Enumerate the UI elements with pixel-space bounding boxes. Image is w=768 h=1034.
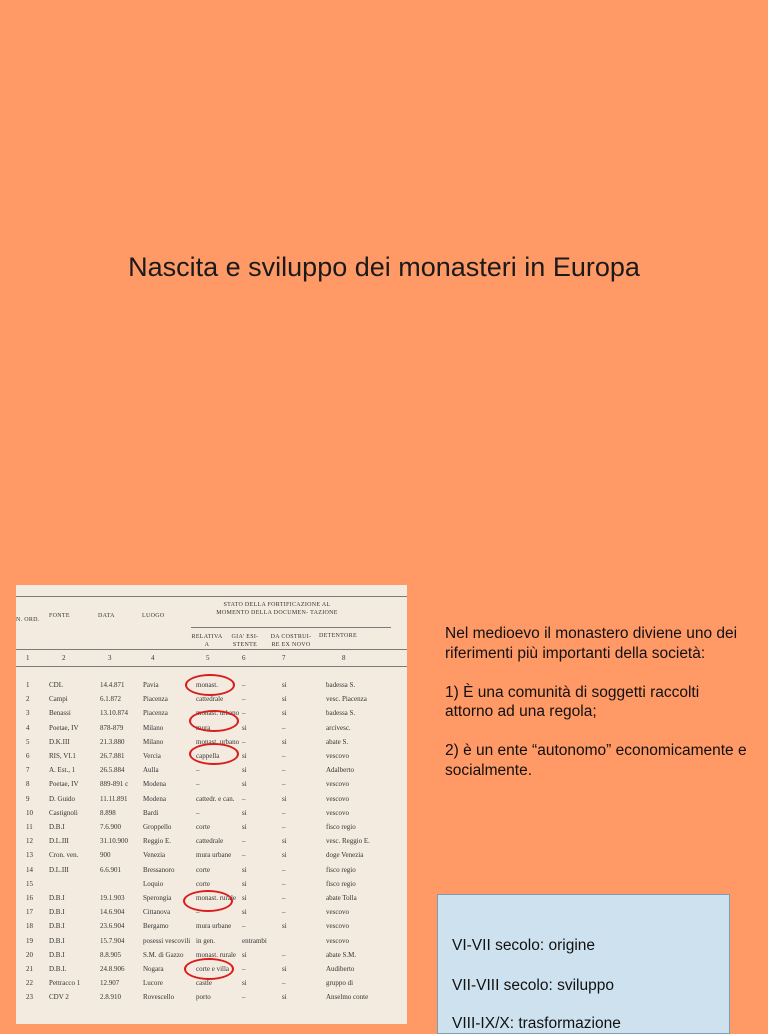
- row-data: 14.4.871: [100, 681, 125, 689]
- row-number: 18: [26, 922, 33, 931]
- row-relativa: corte: [196, 879, 210, 888]
- row-data: 31.10.900: [100, 837, 128, 846]
- row-relativa: corte: [196, 823, 210, 831]
- row-detentore: abate S.M.: [326, 950, 357, 959]
- row-data: 8.8.905: [100, 950, 121, 959]
- row-gia-esistente: –: [242, 837, 246, 846]
- row-fonte: D.B.I: [49, 908, 65, 917]
- row-da-costruire: si: [282, 709, 287, 718]
- row-fonte: RIS, VI.1: [49, 752, 76, 760]
- phase-line: VI-VII secolo: origine: [452, 937, 596, 954]
- row-relativa: mura urbane: [196, 922, 232, 931]
- row-da-costruire: –: [282, 752, 286, 760]
- header-da-costruire: DA COSTRUI- RE EX NOVO: [270, 634, 312, 648]
- row-detentore: doge Venezia: [326, 851, 364, 860]
- row-da-costruire: si: [282, 851, 287, 860]
- row-detentore: vesc. Piacenza: [326, 695, 367, 704]
- row-number: 13: [26, 851, 33, 860]
- row-detentore: Adalberto: [326, 766, 354, 775]
- row-number: 8: [26, 780, 30, 789]
- header-fonte: FONTE: [49, 613, 70, 619]
- row-number: 7: [26, 766, 30, 775]
- header-stato: STATO DELLA FORTIFICAZIONE AL MOMENTO DELLA DOCUMEN- TAZIONE: [216, 602, 338, 616]
- row-da-costruire: –: [282, 908, 286, 917]
- table-rule: [16, 596, 407, 597]
- row-gia-esistente: si: [242, 808, 247, 817]
- row-da-costruire: si: [282, 993, 287, 1002]
- row-fonte: D.B.I: [49, 823, 65, 831]
- row-gia-esistente: –: [242, 965, 246, 973]
- row-data: 13.10.874: [100, 709, 128, 718]
- row-fonte: D.B.I: [49, 922, 65, 931]
- row-data: 2.8.910: [100, 993, 121, 1002]
- phase-line: VII-VIII secolo: sviluppo: [452, 977, 614, 994]
- row-detentore: vescovo: [326, 780, 349, 789]
- row-number: 9: [26, 794, 30, 803]
- row-gia-esistente: si: [242, 823, 247, 831]
- row-relativa: –: [196, 808, 200, 817]
- row-gia-esistente: –: [242, 922, 246, 931]
- row-detentore: vescovo: [326, 936, 349, 945]
- column-number: 7: [282, 654, 286, 662]
- row-data: 6.1.872: [100, 695, 121, 704]
- header-n-ord: N. ORD.: [16, 617, 40, 623]
- row-number: 4: [26, 723, 30, 732]
- row-detentore: abate Tolla: [326, 894, 357, 902]
- column-number: 1: [26, 654, 30, 662]
- row-luogo: Milano: [143, 737, 164, 746]
- row-luogo: S.M. di Gazzo: [143, 950, 184, 959]
- row-fonte: D.B.I: [49, 936, 65, 945]
- column-number: 4: [151, 654, 155, 662]
- row-data: 12.907: [100, 979, 120, 988]
- row-gia-esistente: –: [242, 681, 246, 689]
- row-number: 20: [26, 950, 33, 959]
- row-luogo: Rovescello: [143, 993, 175, 1002]
- row-data: 19.1.903: [100, 894, 125, 902]
- row-luogo: Loquio: [143, 879, 164, 888]
- row-relativa: monast. rurale: [196, 950, 237, 959]
- row-luogo: Nogara: [143, 965, 164, 973]
- row-data: 21.3.880: [100, 737, 125, 746]
- row-fonte: D.K.III: [49, 737, 70, 746]
- row-data: 14.6.904: [100, 908, 125, 917]
- phases-box: [437, 894, 730, 1034]
- row-gia-esistente: si: [242, 766, 247, 775]
- row-data: 24.8.906: [100, 965, 125, 973]
- row-fonte: A. Est., 1: [49, 766, 76, 775]
- row-detentore: badessa S.: [326, 709, 356, 718]
- row-gia-esistente: si: [242, 780, 247, 789]
- row-luogo: Bergamo: [143, 922, 169, 931]
- row-detentore: Anselmo conte: [326, 993, 369, 1002]
- row-da-costruire: si: [282, 837, 287, 846]
- row-da-costruire: si: [282, 681, 287, 689]
- row-fonte: Campi: [49, 695, 68, 704]
- row-detentore: abate S.: [326, 737, 349, 746]
- row-relativa: cappella: [196, 752, 220, 760]
- row-data: 8.898: [100, 808, 116, 817]
- row-number: 23: [26, 993, 33, 1002]
- highlight-ring: [183, 890, 233, 912]
- header-detentore: DETENTORE: [319, 633, 357, 639]
- paragraph-point-2: 2) è un ente “autonomo” economicamente e socialmente.: [445, 742, 747, 779]
- row-detentore: vescovo: [326, 908, 349, 917]
- row-relativa: castle: [196, 979, 212, 988]
- row-da-costruire: –: [282, 979, 286, 988]
- row-da-costruire: –: [282, 879, 286, 888]
- row-data: 11.11.891: [100, 794, 128, 803]
- row-fonte: Castignoli: [49, 808, 78, 817]
- row-fonte: Poetae, IV: [49, 723, 79, 732]
- table-rule: [191, 627, 391, 628]
- header-gia-esistente: GIA' ESI- STENTE: [231, 634, 259, 648]
- row-detentore: Audiberto: [326, 965, 355, 973]
- highlight-ring: [184, 958, 234, 980]
- row-gia-esistente: si: [242, 950, 247, 959]
- row-da-costruire: si: [282, 695, 287, 704]
- row-relativa: mura: [196, 723, 211, 732]
- column-number: 6: [242, 654, 246, 662]
- row-luogo: Piacenza: [143, 695, 168, 704]
- row-number: 15: [26, 879, 33, 888]
- row-relativa: mura urbane: [196, 851, 232, 860]
- row-data: 878-879: [100, 723, 124, 732]
- row-number: 3: [26, 709, 30, 718]
- row-fonte: CDV 2: [49, 993, 69, 1002]
- row-number: 19: [26, 936, 33, 945]
- row-detentore: arcivesc.: [326, 723, 351, 732]
- row-relativa: porto: [196, 993, 211, 1002]
- row-fonte: D.L.III: [49, 837, 69, 846]
- row-da-costruire: si: [282, 737, 287, 746]
- row-relativa: cattedrale: [196, 695, 224, 704]
- header-data: DATA: [98, 613, 115, 619]
- row-da-costruire: si: [282, 922, 287, 931]
- row-data: 900: [100, 851, 111, 860]
- column-number: 8: [342, 654, 346, 662]
- row-number: 12: [26, 837, 33, 846]
- row-data: 6.6.901: [100, 865, 121, 874]
- row-da-costruire: –: [282, 894, 286, 902]
- paragraph-point-1: 1) È una comunità di soggetti raccolti attorno ad una regola;: [445, 683, 700, 720]
- row-fonte: D.B.I: [49, 950, 65, 959]
- row-relativa: corte: [196, 865, 210, 874]
- row-relativa: monast. rurale: [196, 894, 237, 902]
- row-gia-esistente: –: [242, 851, 246, 860]
- row-number: 5: [26, 737, 30, 746]
- row-number: 6: [26, 752, 30, 760]
- column-number: 2: [62, 654, 66, 662]
- row-luogo: Cittanova: [143, 908, 171, 917]
- row-relativa: in gen.: [196, 936, 216, 945]
- row-da-costruire: –: [282, 823, 286, 831]
- phase-line: VIII-IX/X: trasformazione: [452, 1015, 621, 1032]
- row-da-costruire: –: [282, 865, 286, 874]
- row-luogo: Modena: [143, 794, 166, 803]
- row-luogo: Pavia: [143, 681, 159, 689]
- row-detentore: fisco regio: [326, 879, 356, 888]
- row-luogo: Bardi: [143, 808, 159, 817]
- paragraph-intro: Nel medioevo il monastero diviene uno dei riferimenti più importanti della società:: [445, 625, 738, 662]
- row-gia-esistente: –: [242, 695, 246, 704]
- highlight-ring: [189, 710, 239, 732]
- row-fonte: CDL: [49, 681, 63, 689]
- table-rule: [16, 649, 407, 650]
- row-luogo: Modena: [143, 780, 166, 789]
- row-luogo: posessi vescovili: [143, 936, 191, 945]
- row-gia-esistente: si: [242, 879, 247, 888]
- row-luogo: Milano: [143, 723, 164, 732]
- table-rule: [16, 666, 407, 667]
- row-fonte: D.B.I: [49, 894, 65, 902]
- row-relativa: monast. urbano: [196, 709, 240, 718]
- row-luogo: Venezia: [143, 851, 166, 860]
- row-gia-esistente: –: [242, 737, 246, 746]
- row-fonte: Benassi: [49, 709, 71, 718]
- row-detentore: fisco regio: [326, 823, 356, 831]
- slide-title: Nascita e sviluppo dei monasteri in Europa: [128, 252, 640, 282]
- row-relativa: –: [196, 908, 200, 917]
- row-gia-esistente: si: [242, 894, 247, 902]
- row-relativa: –: [196, 766, 200, 775]
- row-gia-esistente: si: [242, 752, 247, 760]
- row-number: 11: [26, 823, 33, 831]
- row-gia-esistente: entrambi: [242, 936, 267, 945]
- highlight-ring: [185, 674, 235, 696]
- header-relativa: RELATIVA A: [191, 634, 223, 648]
- row-relativa: cattedrale: [196, 837, 224, 846]
- row-detentore: gruppo di: [326, 979, 354, 988]
- row-gia-esistente: si: [242, 908, 247, 917]
- row-fonte: Cron. ven.: [49, 851, 79, 860]
- column-number: 5: [206, 654, 210, 662]
- row-relativa: –: [196, 780, 200, 789]
- scanned-table-image: [16, 585, 407, 1024]
- row-detentore: vescovo: [326, 794, 349, 803]
- row-relativa: monast.: [196, 681, 218, 689]
- row-luogo: Groppello: [143, 823, 172, 831]
- row-detentore: fisco regio: [326, 865, 356, 874]
- row-fonte: D.B.I.: [49, 965, 67, 973]
- row-gia-esistente: si: [242, 979, 247, 988]
- row-fonte: D.L.III: [49, 865, 69, 874]
- row-da-costruire: –: [282, 766, 286, 775]
- row-luogo: Vercia: [143, 752, 161, 760]
- row-detentore: vesc. Reggio E.: [326, 837, 370, 846]
- header-luogo: LUOGO: [142, 613, 165, 619]
- row-data: 23.6.904: [100, 922, 125, 931]
- row-number: 21: [26, 965, 33, 973]
- row-detentore: vescovo: [326, 752, 349, 760]
- row-detentore: vescovo: [326, 922, 349, 931]
- row-data: 26.5.884: [100, 766, 125, 775]
- row-luogo: Piacenza: [143, 709, 168, 718]
- row-da-costruire: si: [282, 794, 287, 803]
- row-data: 26.7.881: [100, 752, 125, 760]
- row-data: 889-891 c: [100, 780, 129, 789]
- row-da-costruire: si: [282, 965, 287, 973]
- row-relativa: corte e villa: [196, 965, 230, 973]
- row-gia-esistente: si: [242, 723, 247, 732]
- row-detentore: badessa S.: [326, 681, 356, 689]
- row-gia-esistente: –: [242, 794, 246, 803]
- row-gia-esistente: si: [242, 865, 247, 874]
- row-relativa: cattedr. e can.: [196, 794, 235, 803]
- row-data: 15.7.904: [100, 936, 125, 945]
- slide-body-text: [445, 624, 750, 800]
- row-number: 10: [26, 808, 33, 817]
- row-gia-esistente: –: [242, 709, 246, 718]
- row-gia-esistente: –: [242, 993, 246, 1002]
- row-da-costruire: –: [282, 950, 286, 959]
- row-number: 14: [26, 865, 33, 874]
- row-da-costruire: –: [282, 808, 286, 817]
- row-number: 22: [26, 979, 33, 988]
- row-luogo: Sperongia: [143, 894, 172, 902]
- row-detentore: vescovo: [326, 808, 349, 817]
- row-luogo: Reggio E.: [143, 837, 171, 846]
- row-fonte: Pettracco 1: [49, 979, 81, 988]
- row-number: 17: [26, 908, 33, 917]
- row-da-costruire: –: [282, 723, 286, 732]
- highlight-ring: [189, 743, 239, 765]
- row-number: 16: [26, 894, 33, 902]
- row-luogo: Aulla: [143, 766, 159, 775]
- column-number: 3: [108, 654, 112, 662]
- row-relativa: monast. urbano: [196, 737, 240, 746]
- row-fonte: Poetae, IV: [49, 780, 79, 789]
- row-luogo: Bressanoro: [143, 865, 175, 874]
- row-luogo: Lucore: [143, 979, 163, 988]
- row-fonte: D. Guido: [49, 794, 76, 803]
- row-number: 2: [26, 695, 30, 704]
- row-number: 1: [26, 681, 30, 689]
- row-da-costruire: –: [282, 780, 286, 789]
- row-data: 7.6.900: [100, 823, 121, 831]
